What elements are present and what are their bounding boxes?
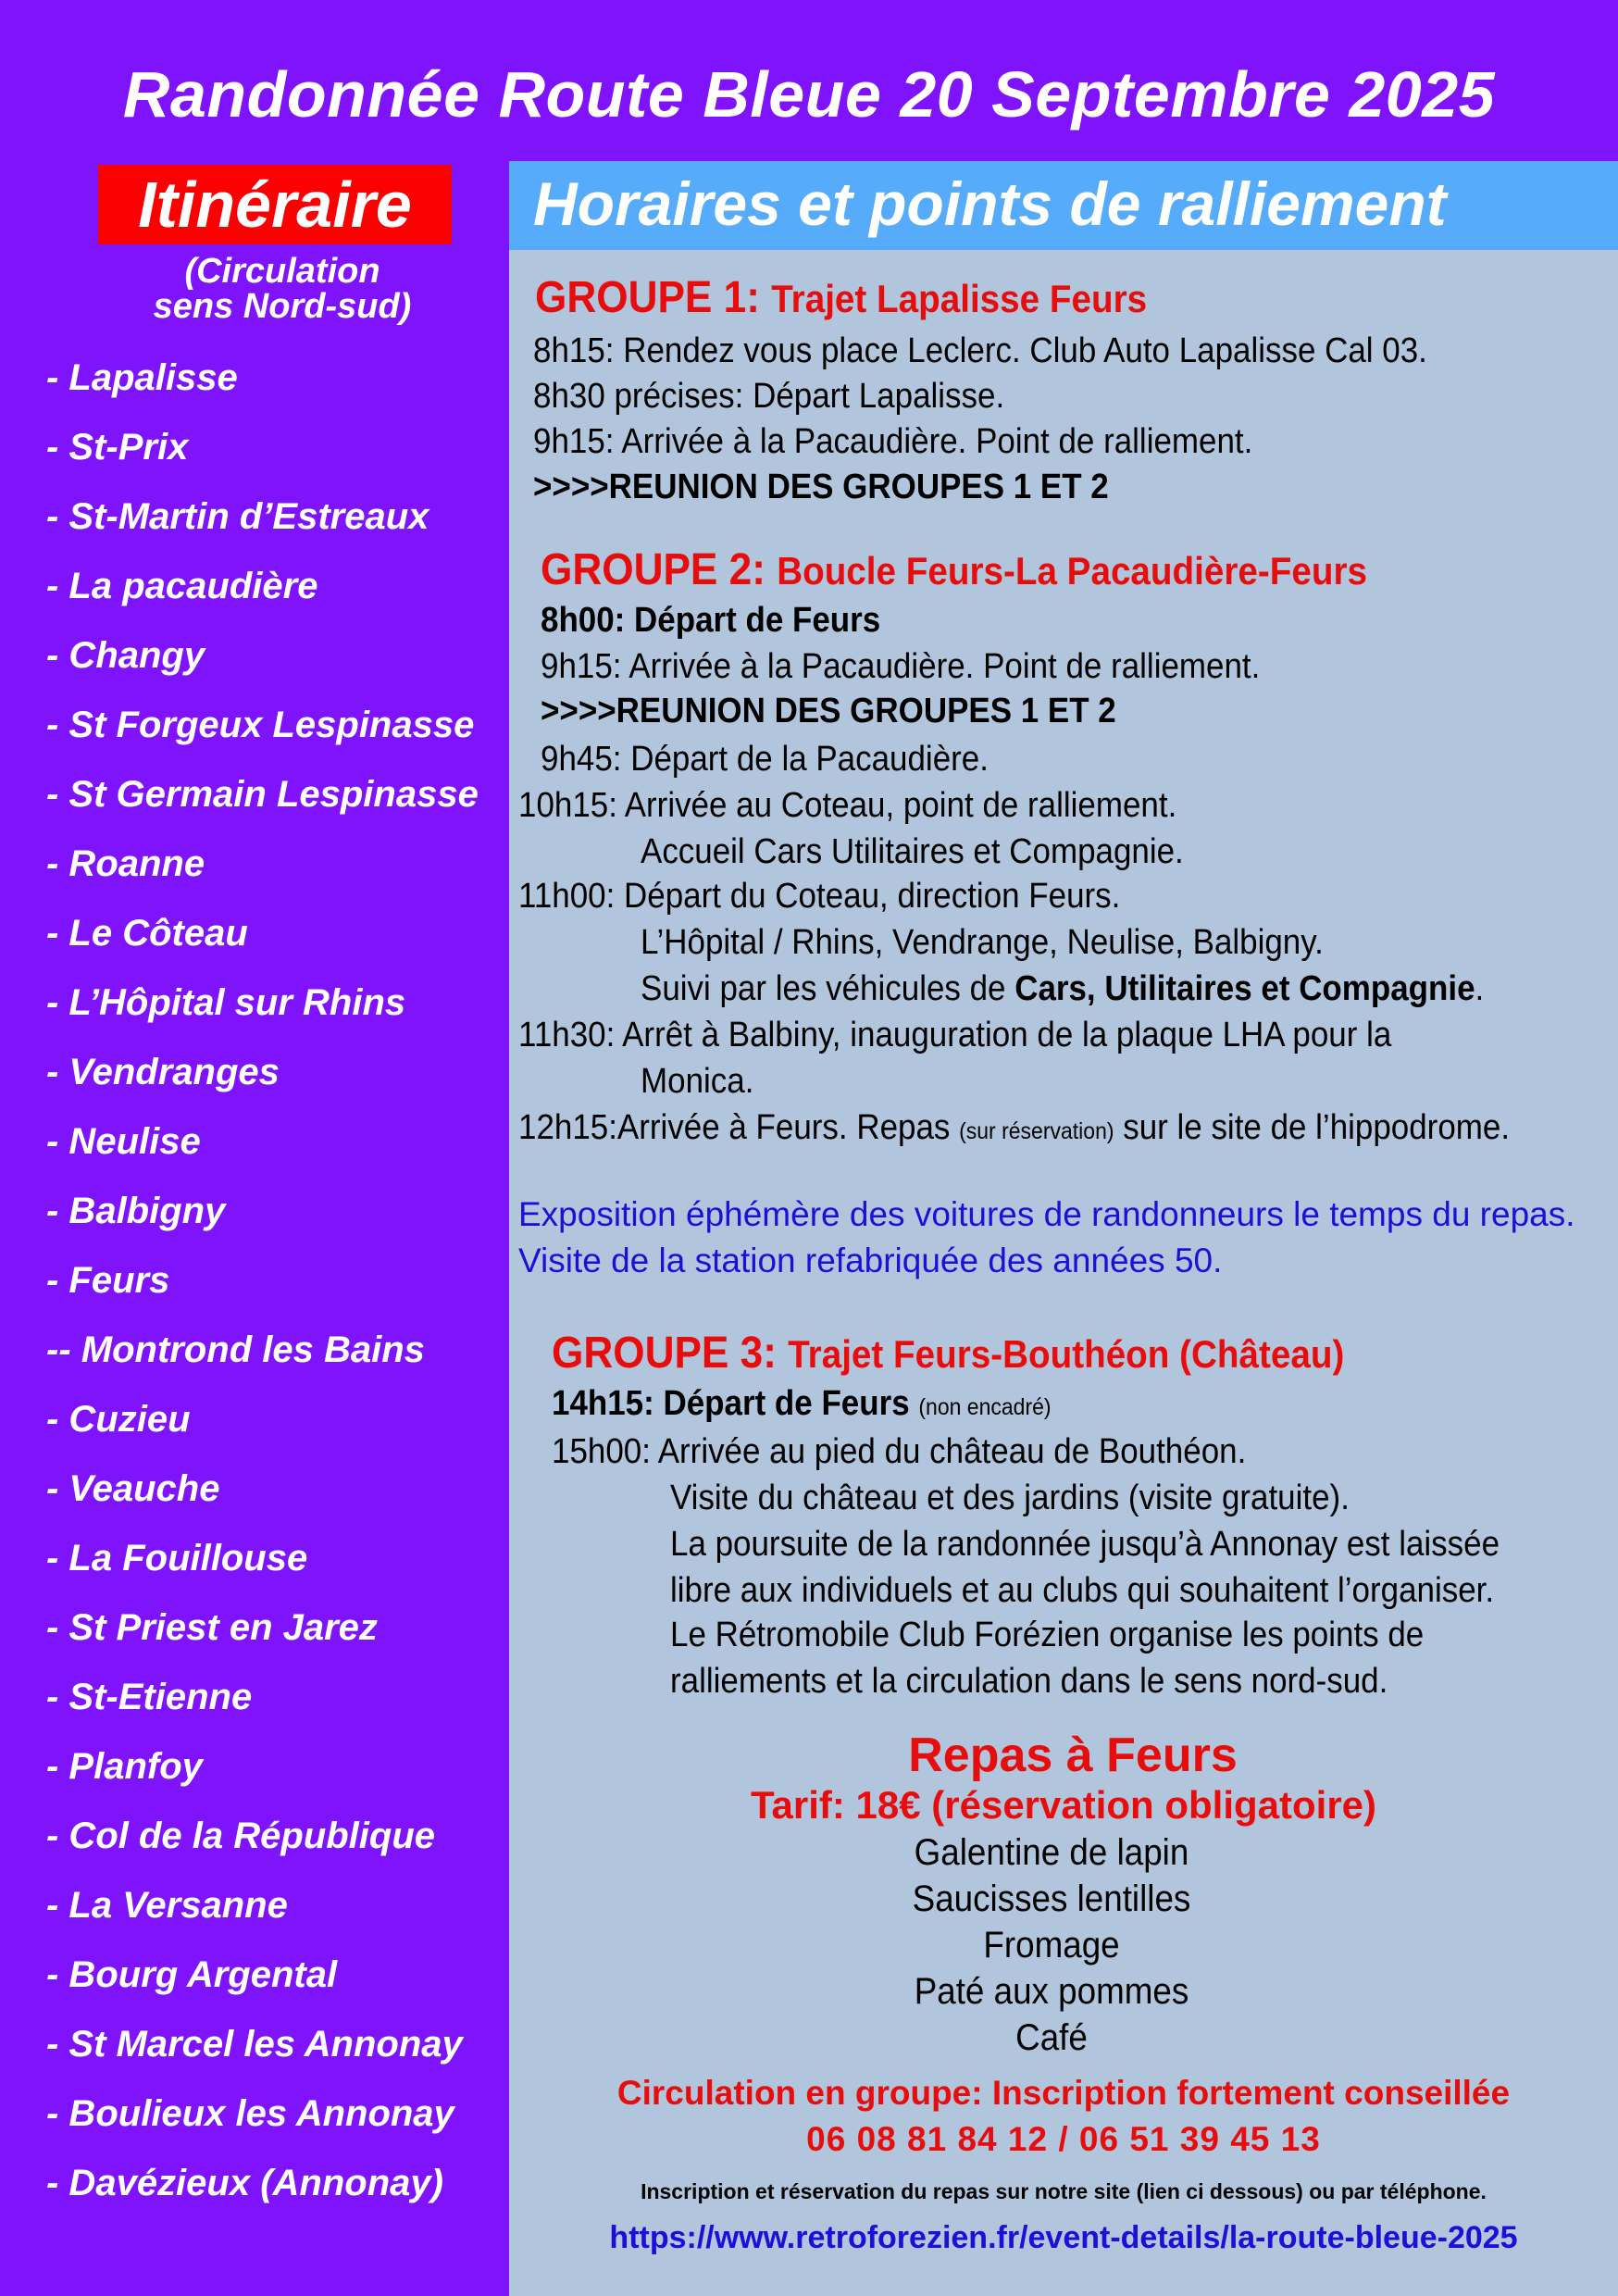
- meal-tarif: Tarif: 18€ (réservation obligatoire): [750, 1783, 1377, 1827]
- group1-route: Trajet Lapalisse Feurs: [771, 277, 1148, 320]
- itinerary-stop: - L’Hôpital sur Rhins: [46, 982, 406, 1023]
- group2-heading: [541, 546, 1367, 595]
- meal-item: Galentine de lapin: [914, 1832, 1189, 1873]
- group1-line1: 8h15: Rendez vous place Leclerc. Club Auto Lapalisse Cal 03.: [533, 331, 1427, 370]
- schedule-header: [509, 161, 1618, 250]
- group3-line1: [552, 1383, 1052, 1428]
- group2-line2: 9h15: Arrivée à la Pacaudière. Point de ralliement.: [541, 647, 1261, 686]
- itinerary-stop: - St Germain Lespinasse: [46, 774, 479, 815]
- itinerary-stop: - Col de la République: [46, 1816, 436, 1856]
- itinerary-stop: - Feurs: [46, 1260, 170, 1301]
- itinerary-stop: - Boulieux les Annonay: [46, 2093, 454, 2134]
- group3-line6: Le Rétromobile Club Forézien organise les points de: [670, 1616, 1425, 1654]
- itinerary-stop: - Vendranges: [46, 1052, 280, 1092]
- group2-line12b: (sur réservation): [959, 1118, 1114, 1144]
- itinerary-stop: - Neulise: [46, 1121, 201, 1162]
- group2-label: GROUPE 2:: [541, 545, 765, 594]
- itinerary-stop: - St Priest en Jarez: [46, 1607, 378, 1648]
- page-title: Randonnée Route Bleue 20 Septembre 2025: [122, 58, 1496, 131]
- group2-line12c: sur le site de l’hippodrome.: [1114, 1108, 1511, 1147]
- group1-line2: 8h30 précises: Départ Lapalisse.: [533, 377, 1005, 416]
- meal-item: Café: [1015, 2017, 1088, 2058]
- group2-line9c: .: [1475, 969, 1485, 1008]
- meal-item: Saucisses lentilles: [912, 1878, 1191, 1919]
- itinerary-stop: - Cuzieu: [46, 1399, 191, 1440]
- itinerary-stop: - La Fouillouse: [46, 1538, 308, 1578]
- group3-line2: 15h00: Arrivée au pied du château de Bouthéon.: [552, 1432, 1247, 1471]
- group3-line7: ralliements et la circulation dans le sens nord-sud.: [670, 1662, 1388, 1701]
- group2-line9: [641, 968, 1484, 1009]
- group3-line1a: 14h15: Départ de Feurs: [552, 1384, 919, 1423]
- itinerary-subtitle: [120, 254, 444, 324]
- meal-item: Paté aux pommes: [914, 1971, 1189, 2012]
- footer-note: Inscription et réservation du repas sur notre site (lien ci dessous) ou par téléphone.: [641, 2179, 1487, 2203]
- expo-line1: Exposition éphémère des voitures de randonneurs le temps du repas.: [518, 1195, 1575, 1233]
- itinerary-stop: - St Marcel les Annonay: [46, 2024, 463, 2065]
- group2-route: Boucle Feurs-La Pacaudière-Feurs: [777, 549, 1367, 593]
- itinerary-stop: - La Versanne: [46, 1885, 288, 1926]
- group2-line10: 11h30: Arrêt à Balbiny, inauguration de la plaque LHA pour la: [518, 1016, 1392, 1054]
- itinerary-list: [46, 356, 479, 2231]
- group2-line7: 11h00: Départ du Coteau, direction Feurs.: [518, 877, 1121, 916]
- itinerary-stop: - Le Côteau: [46, 913, 248, 954]
- footer-phones: 06 08 81 84 12 / 06 51 39 45 13: [806, 2120, 1321, 2158]
- group2-line1: 8h00: Départ de Feurs: [541, 601, 881, 640]
- group1-label: GROUPE 1:: [535, 273, 760, 322]
- itinerary-stop: - St Forgeux Lespinasse: [46, 705, 475, 745]
- group2-line11: Monica.: [641, 1062, 754, 1101]
- group2-line12a: 12h15:Arrivée à Feurs. Repas: [518, 1108, 960, 1147]
- itinerary-stop: - St-Prix: [46, 427, 189, 468]
- itinerary-stop: - Veauche: [46, 1468, 220, 1509]
- itinerary-title: Itinéraire: [98, 165, 452, 244]
- itinerary-stop: - Roanne: [46, 843, 205, 884]
- group3-line3: Visite du château et des jardins (visite gratuite).: [670, 1479, 1350, 1517]
- itinerary-stop: - Bourg Argental: [46, 1954, 338, 1995]
- itinerary-stop: - St-Etienne: [46, 1677, 253, 1717]
- itinerary-subtitle-line1: (Circulation: [184, 252, 380, 291]
- footer-inscription: Circulation en groupe: Inscription fortement conseillée: [616, 2074, 1511, 2112]
- schedule-header-title: Horaires et points de ralliement: [533, 169, 1447, 238]
- expo-line2: Visite de la station refabriquée des années 50.: [518, 1242, 1223, 1279]
- group2-line12: [518, 1107, 1510, 1152]
- group3-label: GROUPE 3:: [552, 1329, 777, 1378]
- group3-heading: [552, 1329, 1344, 1379]
- itinerary-stop: -- Montrond les Bains: [46, 1329, 425, 1370]
- group2-line9b: Cars, Utilitaires et Compagnie: [1014, 969, 1475, 1008]
- group1-heading: [535, 274, 1147, 323]
- group2-line5: 10h15: Arrivée au Coteau, point de ralliement.: [518, 786, 1177, 825]
- group1-line3: 9h15: Arrivée à la Pacaudière. Point de ralliement.: [533, 422, 1253, 461]
- group2-line9a: Suivi par les véhicules de: [641, 969, 1015, 1008]
- itinerary-stop: - La pacaudière: [46, 566, 318, 606]
- footer-url-link[interactable]: https://www.retroforezien.fr/event-details/la-route-bleue-2025: [609, 2220, 1518, 2255]
- group2-line8: L’Hôpital / Rhins, Vendrange, Neulise, Balbigny.: [641, 923, 1324, 962]
- group2-line3: >>>>REUNION DES GROUPES 1 ET 2: [541, 692, 1116, 730]
- group2-line6: Accueil Cars Utilitaires et Compagnie.: [641, 832, 1184, 871]
- itinerary-stop: - Planfoy: [46, 1746, 203, 1787]
- group3-line5: libre aux individuels et au clubs qui souhaitent l’organiser.: [670, 1571, 1495, 1610]
- group2-line4: 9h45: Départ de la Pacaudière.: [541, 740, 989, 779]
- itinerary-stop: - Davézieux (Annonay): [46, 2163, 443, 2203]
- group3-route: Trajet Feurs-Bouthéon (Château): [788, 1332, 1345, 1376]
- group3-line4: La poursuite de la randonnée jusqu’à Annonay est laissée: [670, 1525, 1500, 1564]
- itinerary-stop: - Lapalisse: [46, 357, 238, 398]
- itinerary-stop: - Balbigny: [46, 1191, 226, 1231]
- itinerary-subtitle-line2: sens Nord-sud): [153, 287, 412, 326]
- group1-line4: >>>>REUNION DES GROUPES 1 ET 2: [533, 468, 1109, 506]
- itinerary-stop: - St-Martin d’Estreaux: [46, 496, 429, 537]
- meal-title: Repas à Feurs: [908, 1728, 1238, 1782]
- itinerary-stop: - Changy: [46, 635, 205, 676]
- group3-line1b: (non encadré): [918, 1394, 1052, 1420]
- meal-item: Fromage: [983, 1925, 1120, 1965]
